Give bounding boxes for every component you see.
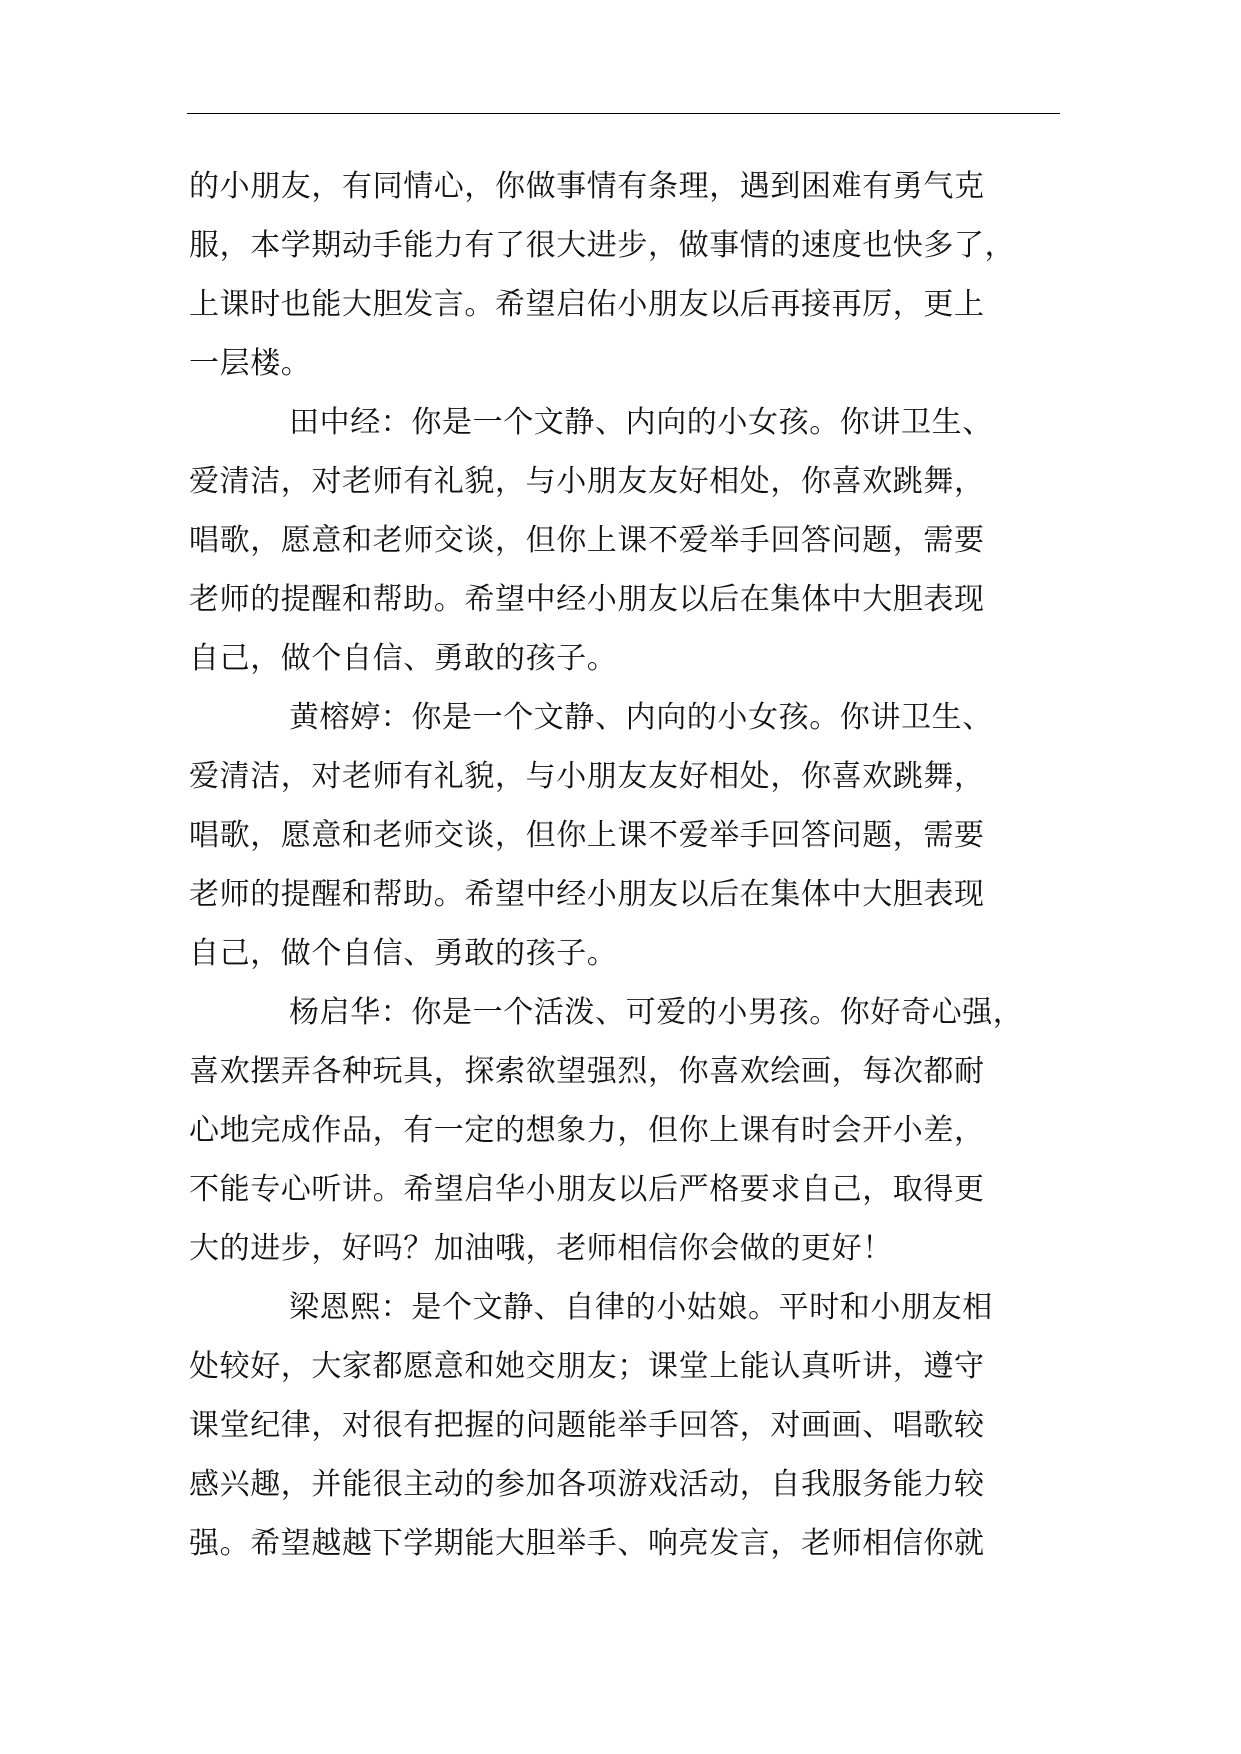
- paragraph-start-line: 黄榕婷：你是一个文静、内向的小女孩。你讲卫生、: [289, 700, 993, 735]
- text-line: 喜欢摆弄各种玩具，探索欲望强烈，你喜欢绘画，每次都耐: [189, 1054, 985, 1089]
- text-line: 不能专心听讲。希望启华小朋友以后严格要求自己，取得更: [189, 1172, 985, 1207]
- text-line: 的小朋友，有同情心，你做事情有条理，遇到困难有勇气克: [189, 169, 985, 204]
- text-line: 唱歌，愿意和老师交谈，但你上课不爱举手回答问题，需要: [189, 523, 985, 558]
- text-line: 唱歌，愿意和老师交谈，但你上课不爱举手回答问题，需要: [189, 818, 985, 853]
- text-line: 一层楼。: [189, 346, 312, 381]
- text-line: 服，本学期动手能力有了很大进步，做事情的速度也快多了，: [189, 228, 1016, 263]
- text-line: 爱清洁，对老师有礼貌，与小朋友友好相处，你喜欢跳舞，: [189, 759, 985, 794]
- text-line: 心地完成作品，有一定的想象力，但你上课有时会开小差，: [189, 1113, 985, 1148]
- text-line: 自己，做个自信、勇敢的孩子。: [189, 936, 618, 971]
- text-line: 老师的提醒和帮助。希望中经小朋友以后在集体中大胆表现: [189, 582, 985, 617]
- text-line: 大的进步，好吗？加油哦，老师相信你会做的更好！: [189, 1231, 893, 1266]
- paragraph-start-line: 杨启华：你是一个活泼、可爱的小男孩。你好奇心强，: [289, 995, 1024, 1030]
- header-rule: [187, 113, 1060, 114]
- text-line: 课堂纪律，对很有把握的问题能举手回答，对画画、唱歌较: [189, 1408, 985, 1443]
- text-line: 上课时也能大胆发言。希望启佑小朋友以后再接再厉，更上: [189, 287, 985, 322]
- text-line: 爱清洁，对老师有礼貌，与小朋友友好相处，你喜欢跳舞，: [189, 464, 985, 499]
- text-line: 老师的提醒和帮助。希望中经小朋友以后在集体中大胆表现: [189, 877, 985, 912]
- text-line: 处较好，大家都愿意和她交朋友；课堂上能认真听讲，遵守: [189, 1349, 985, 1384]
- text-line: 自己，做个自信、勇敢的孩子。: [189, 641, 618, 676]
- text-line: 感兴趣，并能很主动的参加各项游戏活动，自我服务能力较: [189, 1467, 985, 1502]
- paragraph-start-line: 田中经：你是一个文静、内向的小女孩。你讲卫生、: [289, 405, 993, 440]
- text-line: 强。希望越越下学期能大胆举手、响亮发言，老师相信你就: [189, 1526, 985, 1561]
- paragraph-start-line: 梁恩熙：是个文静、自律的小姑娘。平时和小朋友相: [289, 1290, 993, 1325]
